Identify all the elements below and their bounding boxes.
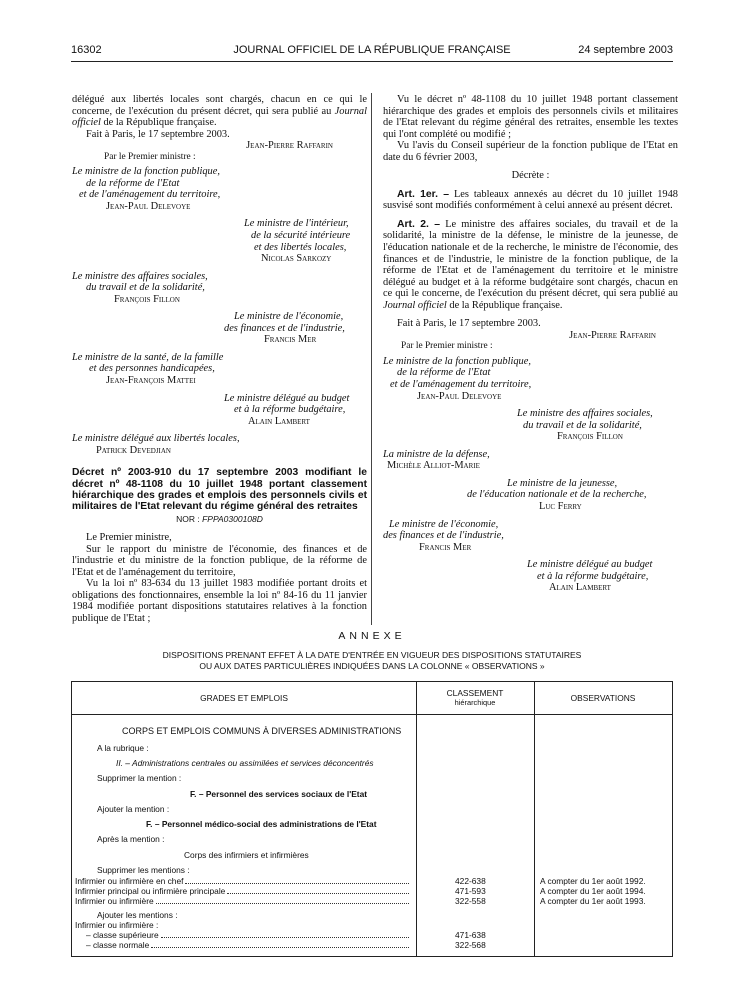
instruction-ajouter-mentions: Ajouter les mentions : bbox=[97, 910, 178, 920]
premier-ministre: Le Premier ministre, bbox=[86, 532, 172, 544]
annex-table bbox=[71, 681, 673, 957]
signature-pm-by: Par le Premier ministre : bbox=[104, 151, 196, 162]
signature-block-r6: Le ministre délégué au budget et à la réforme budgétaire, Alain Lambert bbox=[527, 559, 653, 594]
rubrique-ii: II. – Administrations centrales ou assimilées et services déconcentrés bbox=[116, 758, 374, 768]
signature-block-2: Le ministre de l'intérieur, de la sécurité intérieure et des libertés locales, Nicolas Sarkozy bbox=[244, 218, 351, 265]
visa-conseil-superieur: Vu l'avis du Conseil supérieur de la fonction publique de l'Etat en date du 6 février 2003, bbox=[383, 140, 678, 163]
right-column bbox=[383, 94, 678, 594]
corps-title: CORPS ET EMPLOIS COMMUNS À DIVERSES ADMINISTRATIONS bbox=[122, 726, 402, 736]
classement-cell: 471-638 bbox=[455, 930, 486, 940]
signature-block-5: Le ministre de la santé, de la famille et des personnes handicapées, Jean-François Mattei bbox=[72, 351, 224, 387]
header-grades-emplois: GRADES ET EMPLOIS bbox=[200, 692, 288, 703]
page-number: 16302 bbox=[71, 44, 102, 56]
article-1: Art. 1er. – Les tableaux annexés au décret du 10 juillet 1948 susvisé sont modifiés conformément à celui annexé au présent décret. bbox=[383, 188, 678, 212]
signature-block-r3: La ministre de la défense, Michèle Alliot-Marie bbox=[383, 448, 490, 472]
table-column-rule bbox=[416, 682, 417, 956]
observation-cell: A compter du 1er août 1993. bbox=[540, 896, 646, 906]
table-row: Infirmier ou infirmière bbox=[75, 896, 409, 906]
observation-cell: A compter du 1er août 1994. bbox=[540, 886, 646, 896]
annex-title: ANNEXE bbox=[338, 630, 406, 642]
signature-pm-right: Jean-Pierre Raffarin bbox=[569, 329, 656, 341]
instruction-rubrique: A la rubrique : bbox=[97, 743, 149, 753]
table-row: – classe supérieure bbox=[86, 930, 409, 940]
table-row: Infirmier principal ou infirmière principale bbox=[75, 886, 409, 896]
left-column bbox=[72, 94, 367, 624]
instruction-ajouter-mention: Ajouter la mention : bbox=[97, 804, 170, 814]
nor-reference: NOR : FPPA0300108D bbox=[176, 513, 263, 524]
header-rule bbox=[71, 61, 673, 62]
instruction-supprimer-mentions: Supprimer les mentions : bbox=[97, 865, 190, 875]
visa-decret-48-1108: Vu le décret nº 48-1108 du 10 juillet 1948 portant classement hiérarchique des grades et emplois des personnels civils et militaires de l'Etat relevant du régime général des retraites, ensemble les textes qui l'ont complété ou modifié ; bbox=[383, 94, 678, 140]
header-classement: CLASSEMENT hiérarchique bbox=[446, 688, 504, 707]
instruction-supprimer-mention: Supprimer la mention : bbox=[97, 773, 182, 783]
table-column-rule bbox=[534, 682, 535, 956]
annex-subtitle: DISPOSITIONS PRENANT EFFET À LA DATE D'ENTRÉE EN VIGUEUR DES DISPOSITIONS STATUTAIRES OU AUX DATES PARTICULIÈRES INDIQUÉES DANS LA COLONNE « OBSERVATIONS » bbox=[162, 650, 582, 671]
done-at: Fait à Paris, le 17 septembre 2003. bbox=[86, 128, 230, 140]
classement-cell: 322-558 bbox=[455, 896, 486, 906]
mention-personnel-sociaux: F. – Personnel des services sociaux de l'Etat bbox=[190, 789, 368, 799]
signature-pm: Jean-Pierre Raffarin bbox=[246, 140, 333, 152]
issue-date: 24 septembre 2003 bbox=[578, 44, 673, 56]
closing-paragraph: délégué aux libertés locales sont chargés, chacun en ce qui le concerne, de l'exécution du présent décret, qui sera publié au Journal officiel de la République française. bbox=[72, 94, 367, 129]
signature-block-7: Le ministre délégué aux libertés locales, Patrick Devedjian bbox=[72, 433, 240, 456]
signature-block-4: Le ministre de l'économie, des finances et de l'industrie, Francis Mer bbox=[224, 311, 345, 346]
table-header-rule bbox=[72, 714, 672, 715]
table-row: – classe normale bbox=[86, 940, 409, 950]
infirmier-heading: Infirmier ou infirmière : bbox=[75, 920, 159, 930]
column-divider bbox=[371, 93, 372, 625]
classement-cell: 422-638 bbox=[455, 876, 486, 886]
decree-title: Décret nº 2003-910 du 17 septembre 2003 modifiant le décret nº 48-1108 du 10 juillet 1948 portant classement hiérarchique des grades et emplois des personnels civils et militaires de l'Etat relevant du régime général des retraites bbox=[72, 467, 367, 513]
article-2: Art. 2. – Le ministre des affaires sociales, du travail et de la solidarité, la ministre de la défense, le ministre de la jeunesse, de l'éducation nationale et de la recherche, le ministre de l'économie, des finances et de l'industrie, le ministre de la fonction publique, de la réforme de l'Etat et de l'aménagement du territoire et le ministre délégué au budget et à la réforme budgétaire sont chargés, chacun en ce qui le concerne, de l'exécution du présent décret, qui sera publié au Journal officiel de la République française. bbox=[383, 218, 678, 311]
classement-cell: 471-593 bbox=[455, 886, 486, 896]
signature-pm-by-right: Par le Premier ministre : bbox=[401, 341, 493, 352]
table-row: Infirmier ou infirmière en chef bbox=[75, 876, 409, 886]
observation-cell: A compter du 1er août 1992. bbox=[540, 876, 646, 886]
header-observations: OBSERVATIONS bbox=[570, 692, 636, 703]
visa-loi-83-634: Vu la loi nº 83-634 du 13 juillet 1983 modifiée portant droits et obligations des fonctionnaires, ensemble la loi nº 84-16 du 11 janvier 1984 modifiée portant dispositions statutaires relatives à la fonction publique de l'Etat ; bbox=[72, 578, 367, 624]
instruction-apres-mention: Après la mention : bbox=[97, 834, 165, 844]
classement-cell: 322-568 bbox=[455, 940, 486, 950]
signature-block-r5: Le ministre de l'économie, des finances et de l'industrie, Francis Mer bbox=[383, 518, 504, 553]
signature-block-r1: Le ministre de la fonction publique, de la réforme de l'Etat et de l'aménagement du territoire, Jean-Paul Delevoye bbox=[383, 355, 532, 402]
done-at-right: Fait à Paris, le 17 septembre 2003. bbox=[397, 318, 541, 330]
journal-title: JOURNAL OFFICIEL DE LA RÉPUBLIQUE FRANÇAISE bbox=[233, 44, 511, 56]
visa-rapport: Sur le rapport du ministre de l'économie, des finances et de l'industrie et du ministre de la fonction publique, de la réforme de l'Etat et de l'aménagement du territoire, bbox=[72, 543, 367, 578]
corps-infirmiers: Corps des infirmiers et infirmières bbox=[184, 850, 309, 860]
signature-block-r4: Le ministre de la jeunesse, de l'éducation nationale et de la recherche, Luc Ferry bbox=[467, 477, 647, 512]
signature-block-r2: Le ministre des affaires sociales, du travail et de la solidarité, François Fillon bbox=[517, 408, 653, 443]
signature-block-1: Le ministre de la fonction publique, de la réforme de l'Etat et de l'aménagement du territoire, Jean-Paul Delevoye bbox=[72, 166, 221, 212]
decrete: Décrète : bbox=[511, 170, 550, 182]
signature-block-3: Le ministre des affaires sociales, du travail et de la solidarité, François Fillon bbox=[72, 270, 208, 305]
mention-personnel-medico-social: F. – Personnel médico-social des administrations de l'Etat bbox=[146, 819, 377, 829]
signature-block-6: Le ministre délégué au budget et à la réforme budgétaire, Alain Lambert bbox=[224, 392, 350, 427]
page-header bbox=[71, 44, 673, 58]
